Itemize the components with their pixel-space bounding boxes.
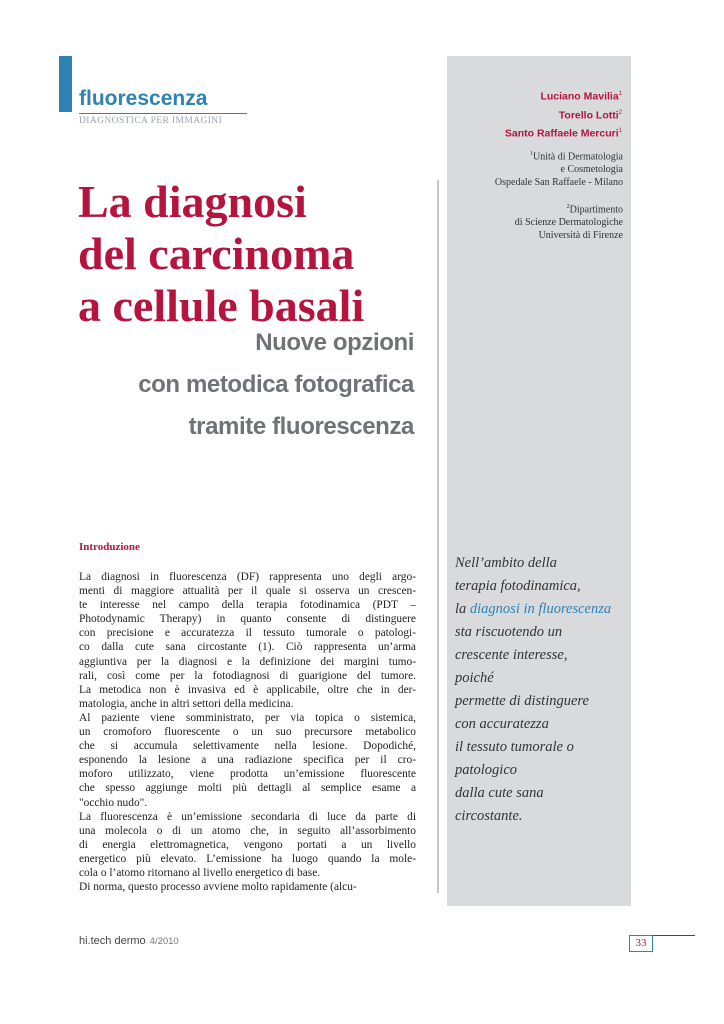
- section-color-bar: [59, 56, 72, 112]
- title-line: La diagnosi: [78, 176, 307, 227]
- body-text: [79, 570, 416, 894]
- journal-name: hi.tech dermo: [79, 935, 146, 947]
- body-line: Photodynamic Therapy) in quanto consente di distinguere: [79, 613, 416, 626]
- body-line: di energia elettromagnetica, vengono portati a un livello: [79, 838, 416, 851]
- subtitle-line: Nuove opzioni: [255, 329, 414, 356]
- body-line: una molecola o di un atomo che, in seguito all’assorbimento: [79, 824, 416, 837]
- subtitle-line: tramite fluorescenza: [188, 413, 414, 440]
- body-line: rali, così come per la fotodiagnosi di guarigione del tumore.: [79, 669, 416, 682]
- body-line: La fluorescenza è un’emissione secondaria di luce da parte di: [79, 810, 416, 823]
- author: Torello Lotti$^2$: [558, 109, 622, 121]
- affiliation-1: $^1$Unità di Dermatologia e Cosmetologia Ospedale San Raffaele - Milano: [494, 151, 623, 189]
- body-line: Al paziente viene somministrato, per via topica o sistemica,: [79, 711, 416, 724]
- section-divider: [79, 113, 247, 114]
- body-line: che spesso aggiunge molti più dettagli al semplice esame a: [79, 782, 416, 795]
- article-title: [78, 176, 364, 332]
- section-title: fluorescenza: [79, 87, 208, 110]
- body-line: menti di maggiore attualità per il quale si osserva un crescen-: [79, 585, 416, 598]
- affiliation-2: $^2$Dipartimento di Scienze Dermatologiche Università di Firenze: [514, 204, 623, 242]
- body-line: aggiuntiva per la diagnosi e la definizione dei margini tumo-: [79, 655, 416, 668]
- pull-quote: Nell’ambito della terapia fotodinamica, la diagnosi in fluorescenza sta riscuotendo un crescente interesse, poiché permette di distinguere con accuratezza il tessuto tumorale o patologico dalla cute sana circostante.: [455, 555, 612, 824]
- body-line: che si accumula selettivamente nella lesione. Dopodiché,: [79, 740, 416, 753]
- page-number: 33: [629, 935, 653, 952]
- section-subtitle: DIAGNOSTICA PER IMMAGINI: [79, 116, 223, 126]
- column-divider: [437, 180, 439, 893]
- body-line: cola o l’atomo ritornano al livello energetico di base.: [79, 866, 321, 879]
- body-line: "occhio nudo".: [79, 796, 148, 809]
- body-line: con precisione e accuratezza il tessuto tumorale o patologi-: [79, 627, 416, 640]
- title-line: del carcinoma: [78, 228, 355, 279]
- title-line: a cellule basali: [78, 280, 365, 331]
- article-subtitle: [80, 322, 414, 448]
- body-line: La diagnosi in fluorescenza (DF) rappresenta uno degli argo-: [79, 571, 416, 583]
- author: Luciano Mavilia$^1$: [540, 90, 622, 103]
- body-line: matologia, anche in altri settori della medicina.: [79, 697, 294, 710]
- author-list: [505, 86, 622, 142]
- body-line: La metodica non è invasiva ed è applicabile, oltre che in der-: [79, 683, 416, 696]
- body-line: Di norma, questo processo avviene molto rapidamente (alcu-: [79, 881, 357, 894]
- body-line: moforo utilizzato, viene prodotta un’emissione fluorescente: [79, 768, 416, 781]
- quote-highlight: diagnosi in fluorescenza: [469, 601, 612, 617]
- author: Santo Raffaele Mercuri$^1$: [504, 127, 622, 140]
- body-line: energetico più elevato. L’emissione ha luogo quando la mole-: [79, 852, 416, 865]
- body-line: te interesse nel campo della terapia fotodinamica (PDT –: [79, 599, 416, 612]
- body-line: esponendo la lesione a una radiazione specifica per il cro-: [79, 754, 416, 767]
- journal-footer: [79, 935, 179, 947]
- body-line: co dalla cute sana circostante (1). Ciò rappresenta un’arma: [79, 641, 416, 654]
- subtitle-line: con metodica fotografica: [138, 371, 414, 398]
- issue-number: 4/2010: [149, 936, 179, 947]
- intro-heading: Introduzione: [79, 541, 140, 553]
- body-line: un cromoforo fluorescente o un suo precursore metabolico: [79, 726, 416, 739]
